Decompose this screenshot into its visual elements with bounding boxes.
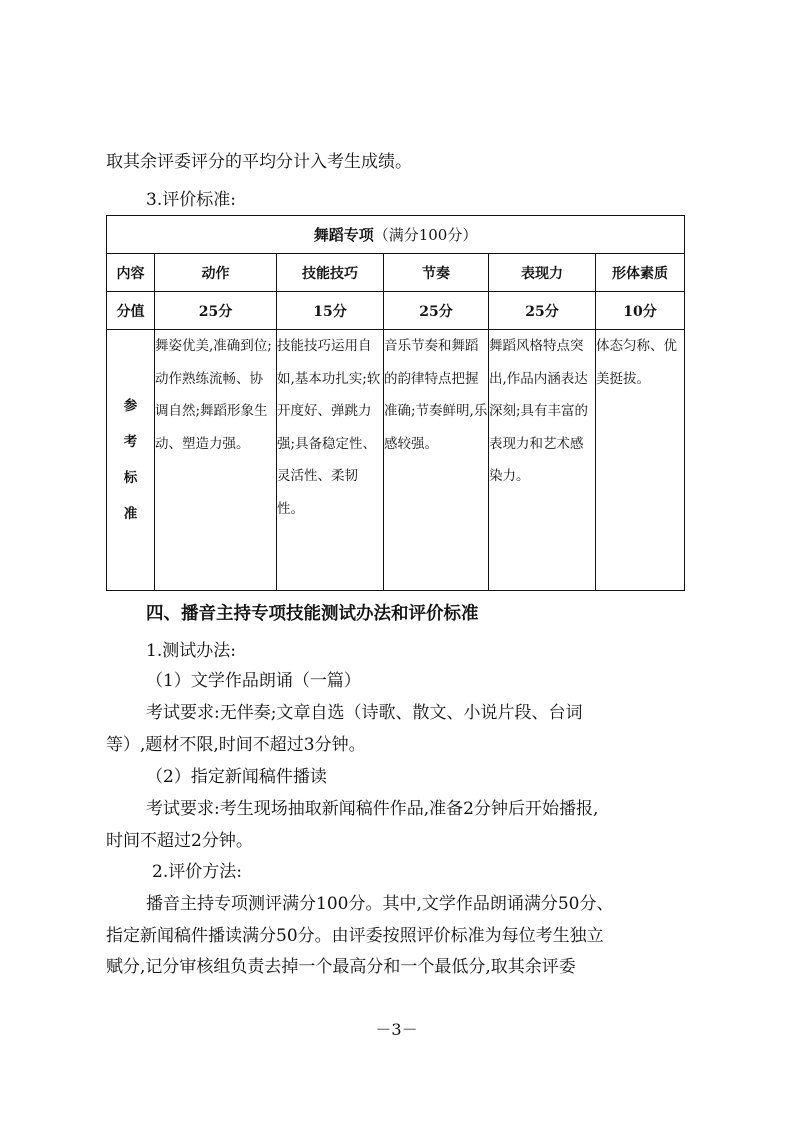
evaluation-criteria-table xyxy=(106,215,685,591)
criteria-row xyxy=(107,330,685,591)
score-row xyxy=(107,292,685,330)
score-cell: 15分 xyxy=(277,292,384,330)
score-cell: 25分 xyxy=(384,292,489,330)
reference-standard-text: 参 考 标 准 xyxy=(123,398,138,522)
criteria-cell: 技能技巧运用自如,基本功扎实;软开度好、弹跳力强;具备稳定性、灵活性、柔韧性。 xyxy=(277,330,384,591)
paragraph-line: 时间不超过2分钟。 xyxy=(106,831,253,851)
score-cell: 25分 xyxy=(155,292,277,330)
paragraph-line: 取其余评委评分的平均分计入考生成绩。 xyxy=(106,152,412,172)
paragraph-line: 3.评价标准: xyxy=(146,190,236,210)
paragraph-line: 1.测试办法: xyxy=(146,641,236,661)
table-title xyxy=(107,216,685,254)
paragraph-line: （2）指定新闻稿件播读 xyxy=(146,767,327,787)
paragraph-line: 考试要求:无伴奏;文章自选（诗歌、散文、小说片段、台词 xyxy=(146,703,583,723)
score-cell: 分值 xyxy=(107,292,155,330)
paragraph-line: 播音主持专项测评满分100分。其中,文学作品朗诵满分50分、 xyxy=(146,894,614,914)
paragraph-line: 考试要求:考生现场抽取新闻稿件作品,准备2分钟后开始播报, xyxy=(146,799,599,819)
score-cell: 25分 xyxy=(489,292,596,330)
reference-standard-label xyxy=(107,330,155,591)
paragraph-line: 指定新闻稿件播读满分50分。由评委按照评价标准为每位考生独立 xyxy=(106,926,604,946)
paragraph-line: 2.评价方法: xyxy=(152,862,242,882)
header-cell: 表现力 xyxy=(489,254,596,292)
criteria-cell: 体态匀称、优美挺拔。 xyxy=(596,330,685,591)
header-cell: 节奏 xyxy=(384,254,489,292)
criteria-cell: 舞蹈风格特点突出,作品内涵表达深刻;具有丰富的表现力和艺术感染力。 xyxy=(489,330,596,591)
criteria-cell: 舞姿优美,准确到位;动作熟练流畅、协调自然;舞蹈形象生动、塑造力强。 xyxy=(155,330,277,591)
score-cell: 10分 xyxy=(596,292,685,330)
table-header-row xyxy=(107,254,685,292)
paragraph-line: （1）文学作品朗诵（一篇） xyxy=(146,671,361,691)
header-cell: 技能技巧 xyxy=(277,254,384,292)
header-cell: 动作 xyxy=(155,254,277,292)
header-cell: 内容 xyxy=(107,254,155,292)
table-title-main: 舞蹈专项 xyxy=(313,226,374,244)
section-heading: 四、播音主持专项技能测试办法和评价标准 xyxy=(146,604,479,624)
criteria-cell: 音乐节奏和舞蹈的韵律特点把握准确;节奏鲜明,乐感较强。 xyxy=(384,330,489,591)
paragraph-line: 赋分,记分审核组负责去掉一个最高分和一个最低分,取其余评委 xyxy=(106,957,576,977)
page-number: －3－ xyxy=(375,1020,418,1039)
header-cell: 形体素质 xyxy=(596,254,685,292)
table-title-note: （满分100分） xyxy=(373,226,478,244)
paragraph-line: 等）,题材不限,时间不超过3分钟。 xyxy=(106,735,366,755)
